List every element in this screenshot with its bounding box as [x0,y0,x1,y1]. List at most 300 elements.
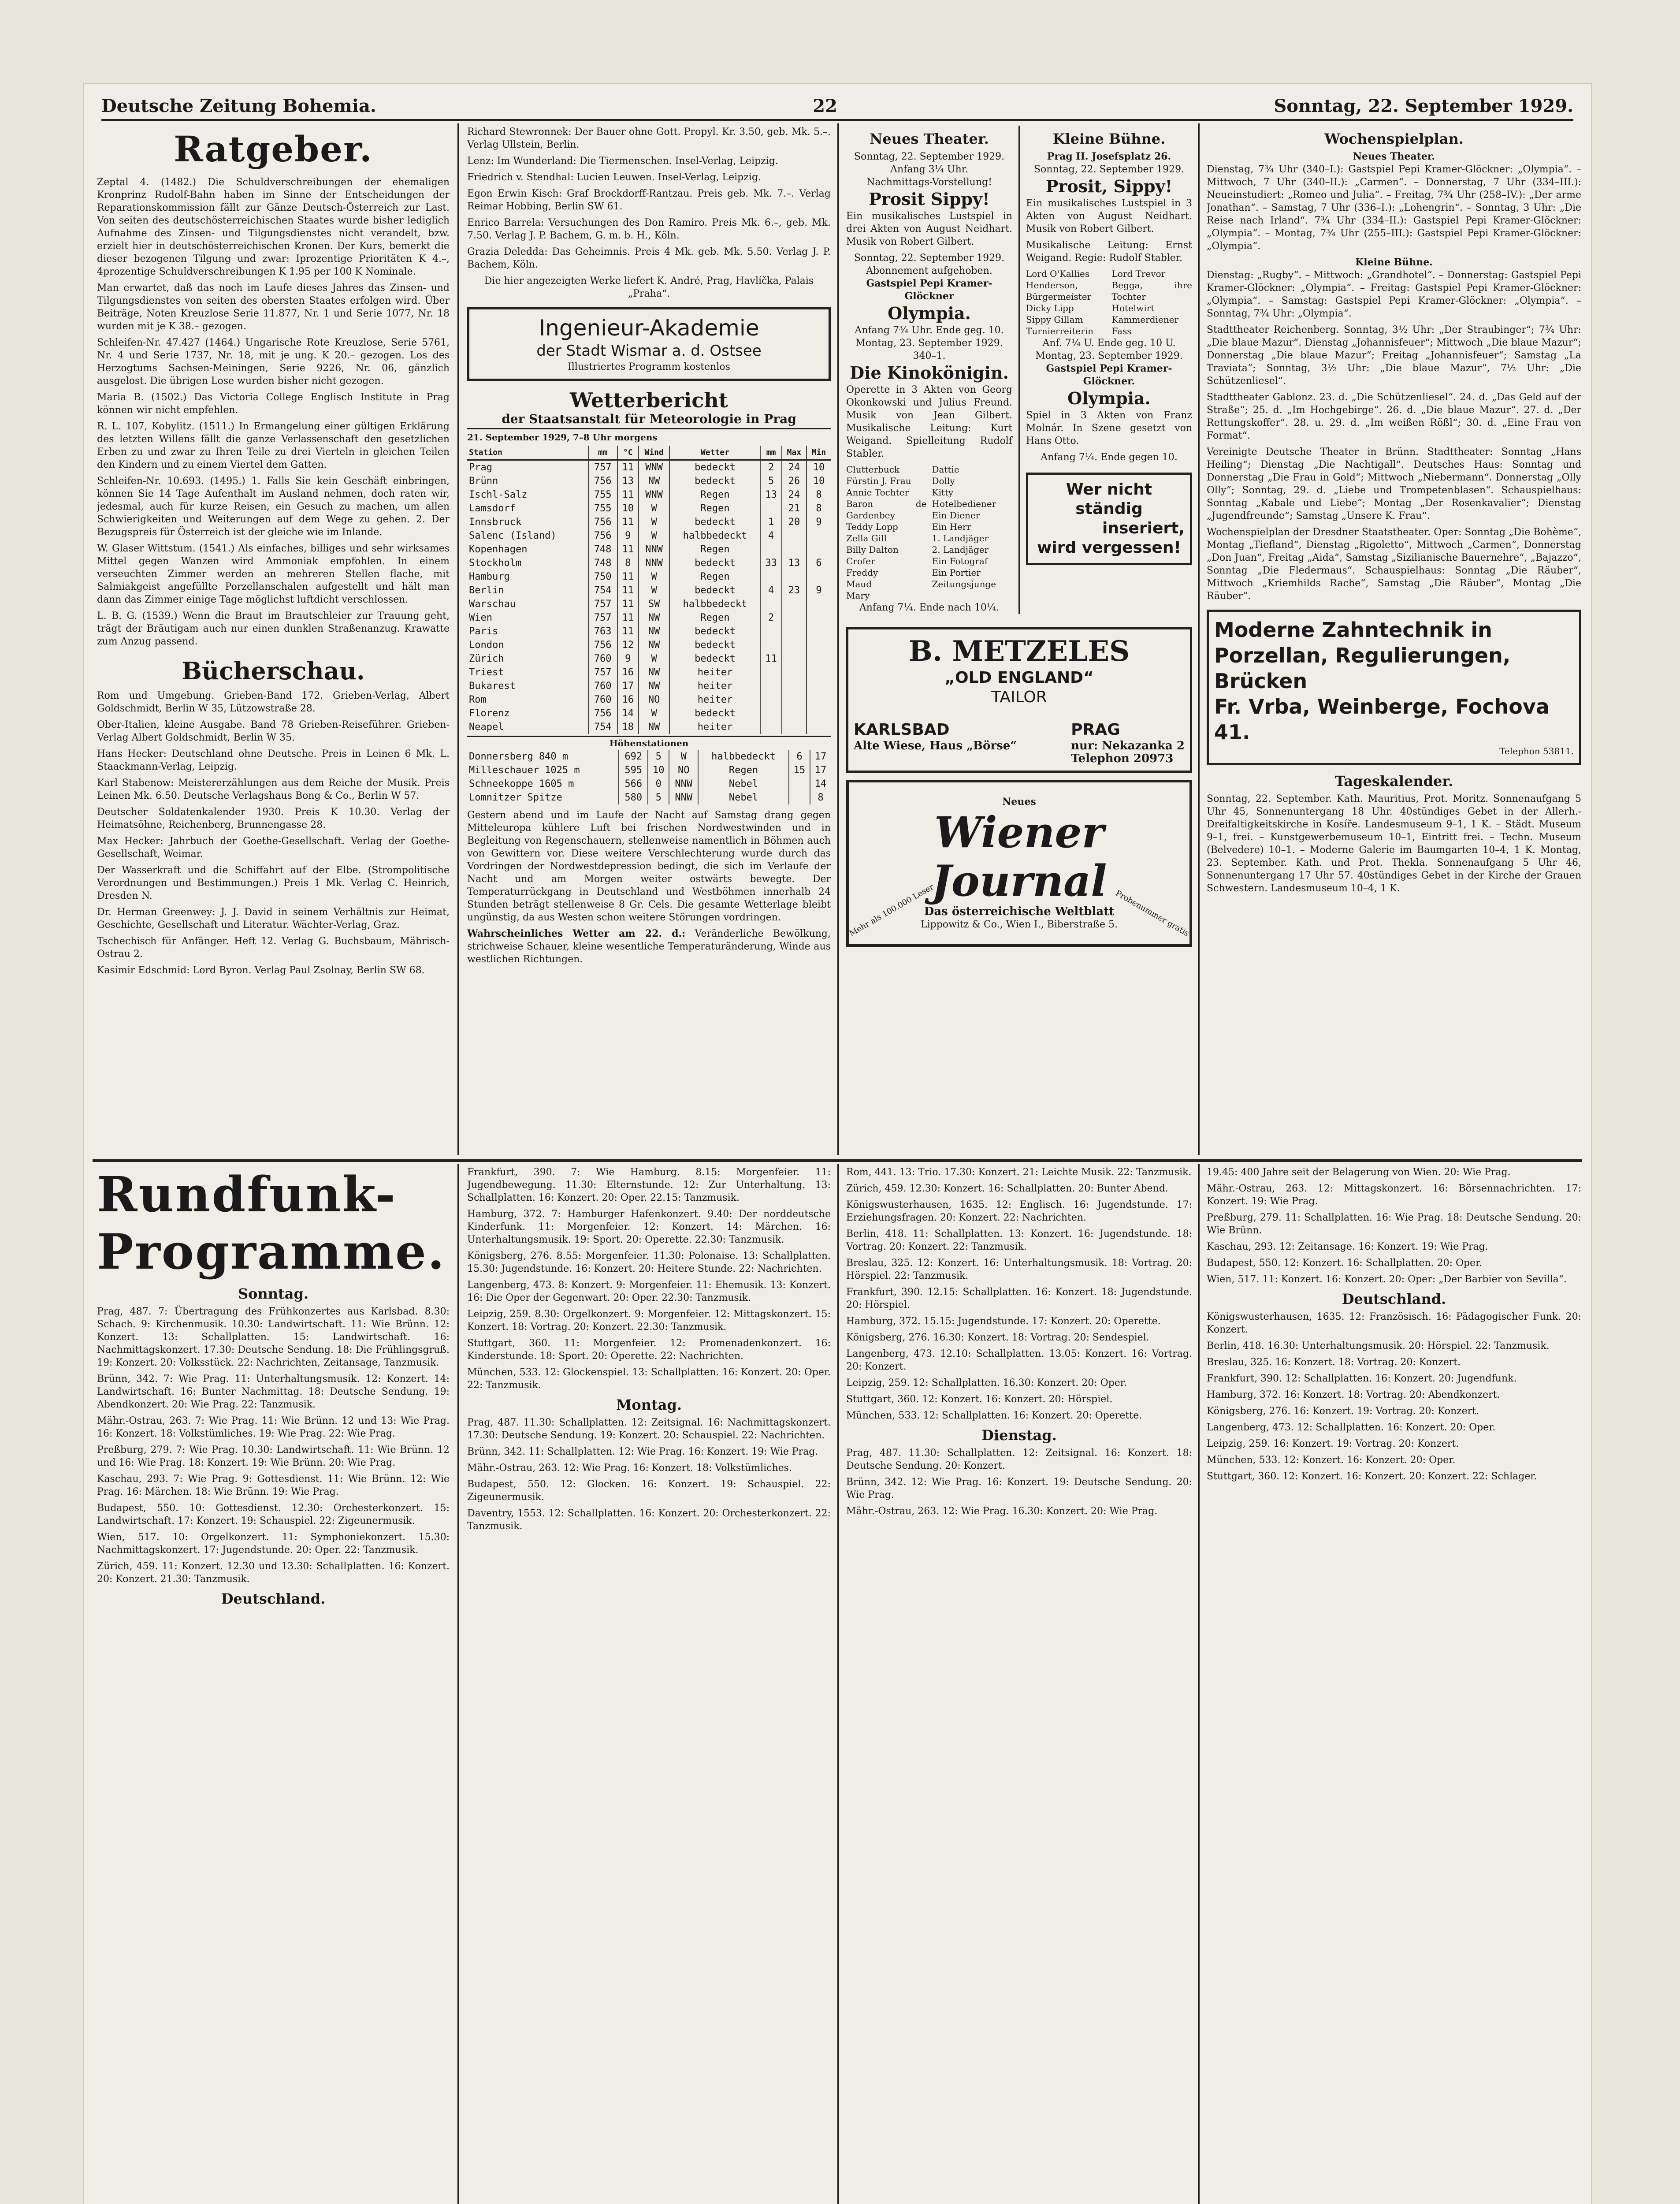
book-entry: Kasimir Edschmid: Lord Byron. Verlag Paul Zsolnay, Berlin SW 68. [97,965,425,976]
weather-cell [807,693,831,707]
weather-column-header: mm [588,446,617,460]
cast-member: Begga, ihre Tochter [1111,280,1192,302]
weather-cell: 4 [760,529,781,543]
radio-station-entry: Zürich, 459. 11: Konzert. 12.30 und 13.30: Schallplatten. 16: Konzert. 20: Konzert. 21.30: Tanzmusik. [97,1561,450,1585]
weather-cell [789,777,810,791]
weather-cell: Nebel [698,791,789,804]
book-entry: Grazia Deledda: Das Geheimnis. Preis 4 Mk. geb. Mk. 5.50. Verlag J. P. Bachem, Köln. [467,246,831,270]
weather-cell [807,666,831,679]
radio-listings [1207,1166,1581,1286]
theater-listings [846,126,1192,614]
radio-station-entry: München, 533. 12: Schallplatten. 16: Konzert. 20: Operette. [846,1410,1142,1421]
weather-cell: 15 [789,763,810,777]
weather-cell: Lamsdorf [469,503,516,514]
weather-cell [807,652,831,666]
cast-member: Ein Portier [932,567,981,578]
weather-cell [807,707,831,720]
ratgeber-paragraph: Zeptal 4. (1482.) Die Schuldverschreibungen der ehemaligen Kronprinz Rudolf-Bahn haben im Sinne der Entscheidungen der Reparationskommission fällt zur Gänze Deutsch-Österreich zur Last. Von seiten des deutschösterreichischen Staates wurde bisher lediglich Aufnahme des Zinsen- und Tilgungsdienstes nicht verandelt, bzw. erzielt hier in deutschösterreichischen Kronen. Der Kurs, bemerkt die dieser bezogenen Tilgung und zwar: Iprozentige Prioritäten K 4.–, 4prozentige Schuldverschreibungen K 1.95 per 100 K Nominale. [97,177,450,277]
radio-station-entry: Prag, 487. 11.30: Schallplatten. 12: Zeitsignal. 16: Konzert. 18: Deutsche Sendung. 20: Konzert. [846,1448,1192,1471]
radio-station-entry: Rom, 441. 13: Trio. 17.30: Konzert. 21: Leichte Musik. 22: Tanzmusik. [846,1167,1192,1178]
weather-row [467,502,831,515]
weather-cell: NO [639,693,670,707]
weather-cell: 4 [760,584,781,597]
radio-station-entry: Hamburg, 372. 7: Hamburger Hafenkonzert. 9.40: Der norddeutsche Kinderfunk. 11: Morgenfeier. 12: Konzert. 14: Märchen. 16: Unterhaltungsmusik. 19: Sport. 20: Operette. 22.30: Tanzmusik. [467,1209,831,1245]
weather-cell [782,570,807,584]
radio-station-entry: München, 533. 12: Konzert. 16: Konzert. 20: Oper. [1207,1455,1456,1466]
weather-cell: Hamburg [469,571,510,582]
weather-cell [760,543,781,556]
weather-cell [807,720,831,734]
weather-cell: 8 [617,556,639,570]
weather-cell [782,707,807,720]
book-entry: Lenz: Im Wunderland: Die Tiermenschen. Insel-Verlag, Leipzig. [467,156,778,167]
radio-station-entry: Königsberg, 276. 16: Konzert. 19: Vortrag. 20: Konzert. [1207,1406,1479,1417]
radio-station-entry: Frankfurt, 390. 12: Schallplatten. 16: Konzert. 20: Jugendfunk. [1207,1373,1517,1384]
weather-cell: Regen [698,763,789,777]
kleine-buehne-box [1026,126,1192,614]
weather-text: Gestern abend und im Laufe der Nacht auf Samstag drang gegen Mitteleuropa kühlere Luft bei frischen Nordwestwinden und in Begleitung von Regenschauern, stellenweise namentlich in Böhmen auch von Gewittern vor. Diese weitere Verschlechterung wurde durch das Vordringen der Nordwestdepression bedingt, die sich im Verlaufe der Nacht und am Morgen weiter ostwärts bewegte. Der Temperaturrückgang in Deutschland und Westböhmen innerhalb 24 Stunden beträgt stellenweise 8 Gr. Cels. Die gesamte Wetterlage bleibt ungünstig, da aus Westen schon weitere Störungen vordringen. [467,810,831,923]
weather-row [467,750,831,763]
cast-member: Turnierreiterin [1026,326,1093,336]
radio-column-4 [1207,1166,1581,2204]
weather-cell: Zürich [469,653,504,664]
weather-row [467,666,831,679]
book-entry: Max Hecker: Jahrbuch der Goethe-Gesellschaft. Verlag der Goethe-Gesellschaft, Weimar. [97,836,450,860]
weather-date: 21. September 1929, 7–8 Uhr morgens [467,432,658,443]
weather-cell: NW [639,474,670,488]
weather-cell: 17 [810,763,831,777]
weather-cell [782,652,807,666]
spielplan-text: Stadttheater Reichenberg. Sonntag, 3½ Uhr: „Der Straubinger“; 7¾ Uhr: „Die blaue Mazur“. Dienstag „Johannisfeuer“; Mittwoch „Die blaue Mazur“; Donnerstag „Die blaue Mazur“; Freitag „Johannisfeuer“; Samstag „La Traviata“; Sonntag, 3½ Uhr: „Die blaue Mazur“, 7½ Uhr: „Die Schützenliesel“. [1207,324,1581,387]
performance-date: Montag, 23. September 1929. [1035,350,1183,361]
weather-cell: 757 [588,611,617,625]
weather-row [467,584,831,597]
weather-cell: 33 [760,556,781,570]
weather-cell: NNW [639,543,670,556]
weather-cell: bedeckt [669,638,760,652]
performance-time: Anf. 7¼ U. Ende geg. 10 U. [1042,338,1176,349]
book-entry: Dr. Herman Greenwey: J. J. David in seinem Verhältnis zur Heimat, Geschichte, Gesellschaft und Literatur. Wächter-Verlag, Graz. [97,907,450,931]
weather-cell: 10 [807,460,831,475]
weather-cell: Regen [669,488,760,502]
weather-cell: NO [669,763,698,777]
weather-cell [782,543,807,556]
weather-cell: 11 [617,543,639,556]
mountain-table [467,750,831,804]
radio-station-entry: Langenberg, 473. 12: Schallplatten. 16: Konzert. 20: Oper. [1207,1422,1496,1433]
column-rule [1198,123,1200,1155]
weather-cell: Regen [669,543,760,556]
ad-top: Neues [1002,796,1036,808]
weather-cell: WNW [639,488,670,502]
weather-row [467,707,831,720]
weather-cell: heiter [669,666,760,679]
ad-subline: Fr. Vrba, Weinberge, Fochova 41. [1214,695,1550,744]
weather-cell: Berlin [469,585,504,596]
performance-label: Nachmittags-Vorstellung! [866,177,992,188]
weather-cell: WNW [639,460,670,475]
weather-cell: 5 [648,750,669,763]
radio-station-entry: Stuttgart, 360. 11: Morgenfeier. 12: Promenadenkonzert. 16: Kinderstunde. 18: Sport. 20: Operette. 22: Nachrichten. [467,1338,831,1362]
weather-cell: Schneekoppe 1605 m [469,778,574,789]
weather-cell: Regen [669,570,760,584]
book-entry: Tschechisch für Anfänger. Heft 12. Verlag G. Buchsbaum, Mährisch-Ostrau 2. [97,936,450,960]
weather-cell [807,638,831,652]
ratgeber-paragraph: W. Glaser Wittstum. (1541.) Als einfaches, billiges und sehr wirksames Mittel gegen Wanzen wird Ammoniak empfohlen. In einem verseuchten Zimmer werden an mehreren Stellen flache, mit Salmiakgeist angefüllte Porzellanschalen aufgestellt und hält man dann das Zimmer einige Tage möglichst luftdicht verschlossen. [97,543,450,605]
radio-station-entry: Mähr.-Ostrau, 263. 7: Wie Prag. 11: Wie Brünn. 12 und 13: Wie Prag. 16: Konzert. 18: Volkstümliches. 19: Wie Prag. 22: Wie Prag. [97,1415,450,1439]
weather-row [467,556,831,570]
weather-cell [807,625,831,638]
play-title: Die Kinokönigin. [850,363,1009,383]
radio-listings [846,1166,1192,1422]
cast-list [846,464,1012,601]
weather-cell: Prag [469,462,492,473]
spielplan-heading: Neues Theater. [1353,151,1435,162]
weather-cell: bedeckt [669,474,760,488]
weather-cell: 13 [760,488,781,502]
weather-row [467,460,831,475]
weather-cell: bedeckt [669,707,760,720]
ad-footer: Lippowitz & Co., Wien I., Biberstraße 5. [921,919,1118,930]
weather-cell: 16 [617,693,639,707]
cast-member: Teddy Lopp [846,521,898,532]
radio-station-entry: Leipzig, 259. 8.30: Orgelkonzert. 9: Morgenfeier. 12: Mittagskonzert. 15: Konzert. 18: Vortrag. 20: Konzert. 22.30: Tanzmusik. [467,1309,831,1333]
ratgeber-paragraph: Maria B. (1502.) Das Victoria College Englisch Institute in Prag können wir nicht empfehlen. [97,392,450,416]
weather-cell: 692 [619,750,648,763]
spielplan-column [1207,126,1581,1153]
weather-cell: 11 [617,584,639,597]
weather-cell: 12 [617,638,639,652]
weather-cell: 17 [617,679,639,693]
weather-cell: Milleschauer 1025 m [469,765,580,776]
weather-cell: 1 [760,515,781,529]
weather-cell: 8 [807,488,831,502]
bookseller-note: Die hier angezeigten Werke liefert K. André, Prag, Havlíčka, Palais „Praha“. [484,276,814,299]
radio-station-entry: Kaschau, 293. 12: Zeitansage. 16: Konzert. 19: Wie Prag. [1207,1241,1488,1252]
weather-cell: 760 [588,693,617,707]
weather-cell: 755 [588,502,617,515]
weather-cell: 756 [588,707,617,720]
weather-cell: 756 [588,638,617,652]
radio-listings [467,1166,831,1392]
weather-cell: 24 [782,488,807,502]
weather-cell: 754 [588,584,617,597]
weather-cell: 5 [760,474,781,488]
weather-row [467,693,831,707]
ad-trade: TAILOR [991,688,1047,706]
radio-station-entry: Stuttgart, 360. 12: Konzert. 16: Konzert. 20: Konzert. 22: Schlager. [1207,1471,1537,1482]
radio-station-entry: Prag, 487. 7: Übertragung des Frühkonzertes aus Karlsbad. 8.30: Schach. 9: Kirchenmusik. 10.30: Landwirtschaft. 11: Wie Brünn. 12: Konzert. 13: Schallplatten. 15: Landwirtschaft. 16: Nachmittagskonzert. 17.30: Deutsche Sendung. 18: Die Frühlingsgruß. 19: Konzert. 20: Volksstück. 22: Nachrichten, Zeitansage, Tanzmusik. [97,1306,450,1368]
ratgeber-paragraph: Schleifen-Nr. 10.693. (1495.) 1. Falls Sie kein Geschäft einbringen, können Sie 14 Tage Aufenthalt im Ausland nehmen, doch raten wir, jedesmal, auch für kurze Reisen, ein Gesuch zu machen, um allen Schwierigkeiten und Weiterungen auf dem Wege zu gehen. 2. Der Bezugspreis für Österreich ist der gleiche wie im Inlande. [97,476,450,538]
play-description: Operette in 3 Akten von Georg Okonkowski und Julius Freund. Musik von Jean Gilbert. Musikalische Leitung: Kurt Weigand. Spielleitung Rudolf Stabler. [846,384,1012,459]
weather-cell: W [639,570,670,584]
cast-member: Mary [846,590,870,601]
column-rule [1018,126,1020,614]
ad-stamp: Probenummer gratis [1114,888,1191,938]
weather-cell [782,611,807,625]
weather-row [467,543,831,556]
weather-cell [807,611,831,625]
masthead-page-number: 22 [813,95,837,116]
cast-member: Baron de Gardenbey [846,499,927,521]
cast-member: Lord O'Kallies [1026,268,1090,279]
weather-cell: 10 [648,763,669,777]
book-entry: Friedrich v. Stendhal: Lucien Leuwen. Insel-Verlag, Leipzig. [467,172,761,183]
radio-country-heading: Deutschland. [1342,1291,1446,1307]
weather-cell: 20 [782,515,807,529]
weather-row [467,515,831,529]
radio-station-entry: Kaschau, 293. 7: Wie Prag. 9: Gottesdienst. 11: Wie Brünn. 12: Wie Prag. 16: Märchen. 18: Wie Brünn. 19: Wie Prag. [97,1474,450,1497]
weather-cell: 748 [588,543,617,556]
ad-subline: der Stadt Wismar a. d. Ostsee [536,342,762,360]
cast-member: Hotelbediener [932,499,996,509]
radio-listings [846,1447,1192,1518]
weather-cell: 21 [782,502,807,515]
column-rule [837,1164,839,2204]
weather-cell: 580 [619,791,648,804]
cast-member: 1. Landjäger [932,533,989,544]
weather-column-header: Min [807,446,831,460]
cast-member: Billy Dalton [846,544,899,555]
ad-phone: Telephon 20973 [1071,752,1174,765]
weather-cell: NW [639,679,670,693]
weather-cell: NW [639,611,670,625]
weather-cell: W [639,584,670,597]
book-entry: Deutscher Soldatenkalender 1930. Preis K 10.30. Verlag der Heimatsöhne, Reichenberg, Brunnengasse 28. [97,807,450,830]
weather-cell: 756 [588,515,617,529]
weather-subtitle: der Staatsanstalt für Meteorologie in Prag [467,413,831,429]
weather-cell: heiter [669,693,760,707]
ad-location-address: nur: Nekazanka 2 [1071,739,1185,752]
weather-cell: W [639,529,670,543]
weather-cell [782,529,807,543]
radio-station-entry: Langenberg, 473. 12.10: Schallplatten. 13.05: Konzert. 16: Vortrag. 20: Konzert. [846,1348,1192,1372]
cast-member: Lord Trevor [1111,268,1166,279]
weather-cell: 23 [782,584,807,597]
weather-cell [760,679,781,693]
radio-station-entry: Wien, 517. 10: Orgelkonzert. 11: Symphoniekonzert. 15.30: Nachmittagskonzert. 17: Jugendstunde. 20: Oper. 22: Tanzmusik. [97,1532,450,1556]
ratgeber-column [97,126,450,1153]
weather-cell [782,666,807,679]
ad-headline: Moderne Zahntechnik in Porzellan, Regulierungen, Brücken [1214,618,1511,693]
weather-title: Wetterbericht [569,388,728,412]
weather-row [467,791,831,804]
theater-column [846,126,1192,1153]
cast-member: Freddy [846,567,878,578]
weather-cell: NW [639,666,670,679]
radio-station-entry: Leipzig, 259. 16: Konzert. 19: Vortrag. 20: Konzert. [1207,1438,1459,1449]
guest-performance: Gastspiel Pepi Kramer-Glöckner [866,278,992,302]
weather-table [467,446,831,734]
radio-station-entry: Hamburg, 372. 15.15: Jugendstunde. 17: Konzert. 20: Operette. [846,1316,1161,1327]
book-entry: Der Wasserkraft und die Schiffahrt auf der Elbe. (Strompolitische Verordnungen und Bestimmungen.) Preis 1 Mk. Verlag C. Heinrich, Dresden N. [97,865,450,901]
weather-row [467,652,831,666]
ad-business-name: B. METZELES [908,635,1130,668]
radio-station-entry: Prag, 487. 11.30: Schallplatten. 12: Zeitsignal. 16: Nachmittagskonzert. 17.30: Deutsche Sendung. 19: Konzert. 20: Schauspiel. 22: Nachrichten. [467,1417,831,1441]
masthead-date: Sonntag, 22. September 1929. [1274,95,1573,116]
theater-address: Prag II. Josefsplatz 26. [1047,151,1171,162]
weather-cell: 11 [617,611,639,625]
neues-theater-box [846,126,1012,614]
book-entry: Ober-Italien, kleine Ausgabe. Band 78 Grieben-Reiseführer. Grieben-Verlag Albert Goldschmidt, Berlin W 35. [97,719,450,743]
ratgeber-title: Ratgeber. [174,128,373,170]
weather-cell: 14 [810,777,831,791]
weather-cell: 756 [588,529,617,543]
column-rule [837,123,839,1155]
performance-time: Anfang 3¼ Uhr. [890,164,968,175]
radio-station-entry: Frankfurt, 390. 12.15: Schallplatten. 16: Konzert. 18: Jugendstunde. 20: Hörspiel. [846,1287,1192,1310]
weather-cell: 18 [617,720,639,734]
weather-cell: Regen [669,611,760,625]
ad-line: wird vergessen! [1037,539,1181,557]
spielplan-title: Wochenspielplan. [1324,130,1464,147]
book-entry: Egon Erwin Kisch: Graf Brockdorff-Rantzau. Preis geb. Mk. 7.–. Verlag Reimar Hobbing, Berlin SW 61. [467,188,831,212]
performance-note: Abonnement aufgehoben. [866,265,992,276]
weather-row [467,611,831,625]
weather-cell: NW [639,625,670,638]
metzeles-tailor-ad [846,627,1192,773]
weather-column-header: Wind [639,446,670,460]
weather-cell: 763 [588,625,617,638]
weather-cell [760,693,781,707]
cast-member: Zella Gill [846,533,887,544]
weather-cell: Warschau [469,599,516,610]
radio-station-entry: Daventry, 1553. 12: Schallplatten. 16: Konzert. 20: Orchesterkonzert. 22: Tanzmusik. [467,1508,831,1532]
ad-stamp: Mehr als 100.000 Leser [847,882,936,938]
weather-cell [760,597,781,611]
ratgeber-paragraph: R. L. 107, Kobylitz. (1511.) In Ermangelung einer gültigen Erklärung des letzten Willens fällt die ganze Verlassenschaft den gesetzlichen Erben zu und zwar zu Ihren Teile zu drei Vierteln in gleichen Teilen den Kindern und zu einem Viertel dem Gatten. [97,421,450,470]
weather-cell: Florenz [469,708,510,719]
cast-member: Dicky Lipp [1026,303,1074,313]
spielplan-heading: Kleine Bühne. [1355,257,1433,268]
ad-line: Wer nicht ständig [1066,480,1152,518]
weather-cell [782,597,807,611]
weather-cell [789,791,810,804]
radio-station-entry: Budapest, 550. 12: Konzert. 16: Schallplatten. 20: Oper. [1207,1258,1483,1269]
weather-cell: London [469,640,504,651]
weather-report [467,388,831,966]
book-entry: Enrico Barrela: Versuchungen des Don Ramiro. Preis Mk. 6.–, geb. Mk. 7.50. Verlag J. P. Bachem, G. m. b. H., Köln. [467,217,831,241]
cast-member: Ein Fotograf [932,556,988,566]
play-title: Prosit, Sippy! [1045,176,1173,196]
radio-day-heading: Dienstag. [981,1427,1057,1444]
radio-station-entry: Budapest, 550. 10: Gottesdienst. 12.30: Orchesterkonzert. 15: Landwirtschaft. 17: Konzert. 19: Schauspiel. 22: Zigeunermusik. [97,1503,450,1526]
radio-station-entry: Mähr.-Ostrau, 263. 12: Wie Prag. 16: Konzert. 18: Volkstümliches. [467,1463,792,1474]
column-rule [1198,1164,1200,2204]
weather-cell: 760 [588,679,617,693]
radio-station-entry: Berlin, 418. 11: Schallplatten. 13: Konzert. 16: Jugendstunde. 18: Vortrag. 20: Konzert. 22: Tanzmusik. [846,1229,1192,1252]
cast-member: Zeitungsjunge [932,579,996,589]
ad-locations [854,720,1185,765]
ad-headline: Ingenieur-Akademie [539,315,759,341]
column-rule [457,1164,459,2204]
weather-cell: 13 [782,556,807,570]
radio-station-entry: Budapest, 550. 12: Glocken. 16: Konzert. 19: Schauspiel. 22: Zigeunermusik. [467,1479,831,1503]
weather-cell: 5 [648,791,669,804]
spielplan-text: Stadttheater Gablonz. 23. d. „Die Schützenliesel“. 24. d. „Das Geld auf der Straße“; 25. d. „Im Hochgebirge“. 26. d. „Die blaue Mazur“. 27. d. „Der Rettungskoffer“. 28. u. 29. d. „Im weißen Rößl“; 30. d. „Eine Frau von Format“. [1207,392,1581,441]
performance-time: Anfang 7¼. Ende gegen 10. [1041,452,1178,463]
weather-cell: 2 [760,611,781,625]
weather-row [467,474,831,488]
guest-performance: Gastspiel Pepi Kramer-Glöckner. [1046,363,1172,387]
weather-cell: 9 [617,529,639,543]
radio-column-3 [846,1166,1192,2204]
radio-station-entry: München, 533. 12: Glockenspiel. 13: Schallplatten. 16: Konzert. 20: Oper. 22: Tanzmusik. [467,1367,831,1391]
radio-listings [1207,1310,1581,1483]
newspaper-page [84,84,1591,2204]
radio-station-entry: Zürich, 459. 12.30: Konzert. 16: Schallplatten. 20: Bunter Abend. [846,1183,1168,1194]
radio-station-entry: Preßburg, 279. 7: Wie Prag. 10.30: Landwirtschaft. 11: Wie Brünn. 12 und 16: Wie Prag. 18: Konzert. 19: Wie Brünn. 20: Wie Prag. [97,1445,450,1468]
weather-row [467,638,831,652]
weather-cell: halbbedeckt [669,597,760,611]
weather-cell: Nebel [698,777,789,791]
weather-cell: Donnersberg 840 m [469,751,569,762]
weather-cell [807,679,831,693]
ratgeber-paragraph: Schleifen-Nr. 47.427 (1464.) Ungarische Rote Kreuzlose, Serie 5761, Nr. 4 und Serie 1737, Nr. 18, mit je ung. K 20.– gezogen. Los des Herzogtums Sachsen-Meiningen, Serie 9226, Nr. 06, gänzlich ausgelost. Die übrigen Lose wurden bisher nicht gezogen. [97,337,450,387]
cast-member: Kitty [932,487,954,498]
weather-cell: 13 [617,474,639,488]
weather-cell: 760 [588,652,617,666]
weather-cell: Salenc (Island) [469,530,557,541]
weather-column [467,126,831,1153]
radio-station-entry: Brünn, 342. 7: Wie Prag. 11: Unterhaltungsmusik. 12: Konzert. 14: Landwirtschaft. 16: Bunter Nachmittag. 18: Deutsche Sendung. 19: Abendkonzert. 20: Wie Prag. 22: Tanzmusik. [97,1374,450,1410]
performance-date: Sonntag, 22. September 1929. [1033,164,1185,175]
weather-cell: 9 [807,515,831,529]
weather-cell [760,502,781,515]
play-description: Spiel in 3 Akten von Franz Molnár. In Szene gesetzt von Hans Otto. [1026,410,1192,447]
cast-member: Ein Herr [932,521,971,532]
weather-cell: W [639,502,670,515]
weather-cell: Lomnitzer Spitze [469,792,562,803]
weather-cell: halbbedeckt [669,529,760,543]
play-description: Ein musikalisches Lustspiel in 3 Akten von August Neidhart. Musik von Robert Gilbert. [1026,198,1192,235]
radio-column-2 [467,1166,831,2204]
radio-station-entry: Brünn, 342. 11: Schallplatten. 12: Wie Prag. 16: Konzert. 19: Wie Prag. [467,1446,818,1457]
weather-cell: W [639,652,670,666]
radio-station-entry: Preßburg, 279. 11: Schallplatten. 16: Wie Prag. 18: Deutsche Sendung. 20: Wie Brünn. [1207,1212,1581,1236]
ad-location-city: KARLSBAD [854,721,950,739]
performance-date: Sonntag, 22. September 1929. [854,253,1005,264]
weather-cell: Wien [469,612,492,623]
weather-cell: 10 [807,474,831,488]
cast-member: Annie Tochter [846,487,909,498]
weather-row [467,570,831,584]
weather-cell [807,529,831,543]
spielplan-text: Wochenspielplan der Dresdner Staatstheater. Oper: Sonntag „Die Bohème“, Montag „Tiefland“, Dienstag „Rigoletto“, Mittwoch „Carmen“, Donnerstag „Don Juan“, Freitag „Aida“, Samstag „Sizilianische Bauernehre“, „Bajazzo“, Sonntag „Die Fledermaus“. Schauspielhaus: Sonntag „Die Räuber“, Mittwoch „Kriemhilds Rache“, Samstag „Die Räuber“, Montag „Die Räuber“. [1207,527,1581,602]
ratgeber-paragraph: Man erwartet, daß das noch im Laufe dieses Jahres das Zinsen- und Tilgungsdienstes von seiten des obersten Staates erfolgen wird. Über Beiträge, Noten Kreuzlose Serie 11.877, Nr. 1 und Serie 1077, Nr. 18 wurden mit je K 38.– gezogen. [97,283,450,332]
ingenieur-akademie-ad [467,307,831,381]
performance-note: 340–1. [913,350,946,361]
weather-row [467,625,831,638]
weather-cell [782,693,807,707]
weather-cell: 757 [588,597,617,611]
play-title: Prosit Sippy! [869,189,990,209]
weather-cell: W [639,515,670,529]
weather-cell: heiter [669,679,760,693]
weather-cell: Ischl-Salz [469,489,528,500]
weather-cell: 755 [588,488,617,502]
radio-station-entry: Berlin, 418. 16.30: Unterhaltungsmusik. 20: Hörspiel. 22: Tanzmusik. [1207,1340,1550,1351]
weather-cell: NW [639,638,670,652]
cast-list [1026,268,1192,337]
ad-location-city: PRAG [1071,721,1120,739]
cast-member: Fürstin J. Frau [846,476,911,486]
masthead-paper-name: Deutsche Zeitung Bohemia. [101,95,376,116]
weather-cell [782,638,807,652]
cast-member: 2. Landjäger [932,544,989,555]
weather-cell: heiter [669,720,760,734]
radio-day-heading: Montag. [616,1396,682,1413]
